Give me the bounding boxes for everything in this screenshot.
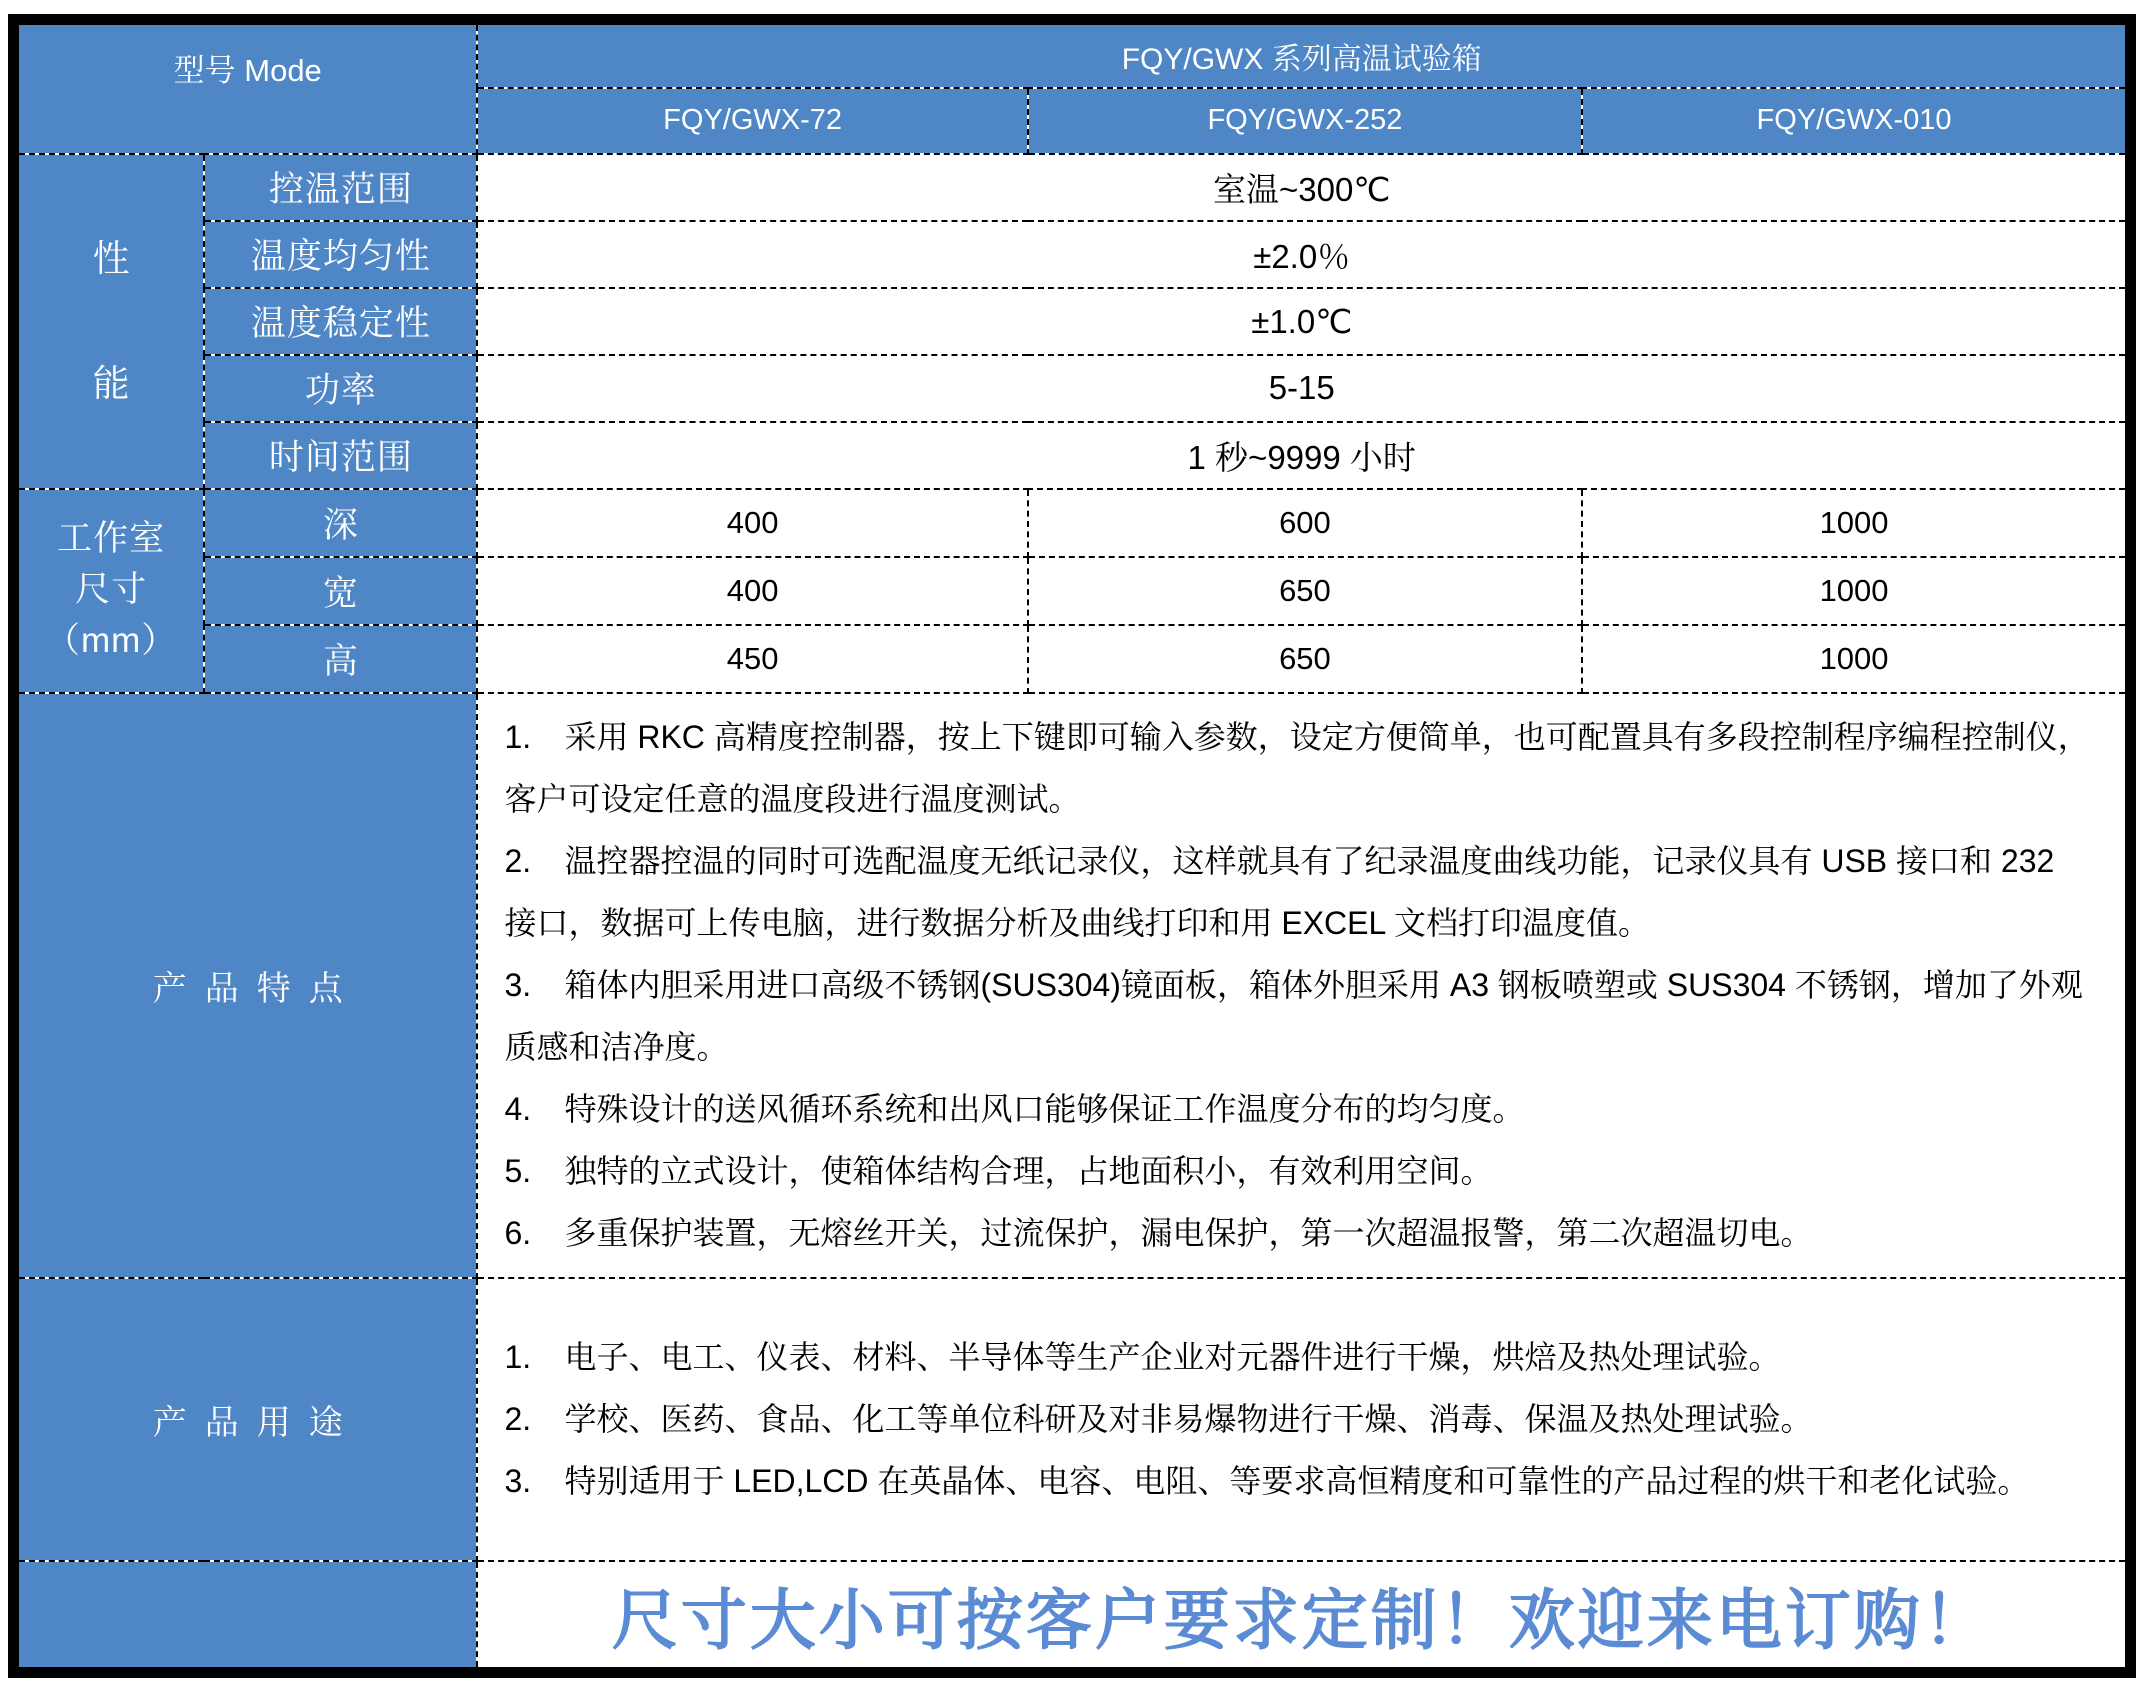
dim-width-010: 1000 [1582,557,2130,625]
application-number: 1. [504,1339,532,1375]
feature-item [504,1078,2091,1140]
dim-width-252: 650 [1028,557,1582,625]
dim-height-252: 650 [1028,625,1582,693]
application-text: 学校、医药、食品、化工等单位科研及对非易爆物进行干燥、消毒、保温及热处理试验。 [564,1401,1813,1437]
feature-item [504,1202,2091,1264]
performance-group-label: 性能 [92,238,130,404]
feature-number: 3. [504,967,532,1003]
dim-label-height: 高 [204,625,477,693]
feature-text: 特殊设计的送风循环系统和出风口能够保证工作温度分布的均匀度。 [564,1091,1525,1127]
application-item [504,1388,2091,1450]
feature-text: 多重保护装置，无熔丝开关，过流保护，漏电保护，第一次超温报警，第二次超温切电。 [564,1215,1813,1251]
model-column-header-72: FQY/GWX-72 [477,88,1027,154]
spec-table [8,14,2136,1678]
feature-number: 4. [504,1091,532,1127]
feature-number: 1. [504,719,532,755]
model-label-cell: 型号 Mode [14,20,478,154]
perf-label-uniformity: 温度均匀性 [204,221,477,288]
dim-depth-252: 600 [1028,489,1582,557]
model-column-header-252: FQY/GWX-252 [1028,88,1582,154]
perf-label-time-range: 时间范围 [204,422,477,489]
features-label-cell: 产品特点 [14,693,478,1278]
features-content-cell [477,693,2130,1278]
feature-item [504,706,2091,830]
series-title-cell: FQY/GWX 系列高温试验箱 [477,20,2130,88]
dim-depth-72: 400 [477,489,1027,557]
feature-item [504,830,2091,954]
application-number: 2. [504,1401,532,1437]
dim-depth-010: 1000 [1582,489,2130,557]
feature-item [504,1140,2091,1202]
dim-label-width: 宽 [204,557,477,625]
dim-height-010: 1000 [1582,625,2130,693]
application-item [504,1326,2091,1388]
feature-number: 6. [504,1215,532,1251]
perf-value-stability: ±1.0℃ [477,288,2130,355]
application-text: 电子、电工、仪表、材料、半导体等生产企业对元器件进行干燥，烘焙及热处理试验。 [564,1339,1781,1375]
perf-value-power: 5-15 [477,355,2130,422]
feature-text: 独特的立式设计，使箱体结构合理，占地面积小，有效利用空间。 [564,1153,1493,1189]
feature-number: 5. [504,1153,532,1189]
application-text: 特别适用于 LED,LCD 在英晶体、电容、电阻、等要求高恒精度和可靠性的产品过程的烘干和老化试验。 [564,1463,2030,1499]
perf-label-stability: 温度稳定性 [204,288,477,355]
banner-spacer-cell [14,1561,478,1673]
feature-text: 箱体内胆采用进口高级不锈钢(SUS304)镜面板，箱体外胆采用 A3 钢板喷塑或 SUS304 不锈钢，增加了外观质感和洁净度。 [504,967,2083,1065]
banner-text: 尺寸大小可按客户要求定制！欢迎来电订购！ [611,1584,1992,1658]
feature-item [504,954,2091,1078]
feature-number: 2. [504,843,532,879]
dim-label-depth: 深 [204,489,477,557]
perf-value-uniformity: ±2.0％ [477,221,2130,288]
dim-width-72: 400 [477,557,1027,625]
applications-content-cell [477,1278,2130,1561]
application-item [504,1450,2091,1512]
dimensions-group-label: 工作室尺寸（mm） [44,519,178,660]
dimensions-group-cell [14,489,205,693]
feature-text: 采用 RKC 高精度控制器，按上下键即可输入参数，设定方便简单，也可配置具有多段控制程序编程控制仪，客户可设定任意的温度段进行温度测试。 [504,719,2090,817]
perf-value-temp-range: 室温~300℃ [477,154,2130,221]
feature-text: 温控器控温的同时可选配温度无纸记录仪，这样就具有了纪录温度曲线功能，记录仪具有 USB 接口和 232 接口，数据可上传电脑，进行数据分析及曲线打印和用 EXCEL 文档打印温度值。 [504,843,2055,941]
application-number: 3. [504,1463,532,1499]
performance-group-cell [14,154,205,489]
perf-value-time-range: 1 秒~9999 小时 [477,422,2130,489]
perf-label-temp-range: 控温范围 [204,154,477,221]
applications-label-cell: 产品用途 [14,1278,478,1561]
banner-cell [477,1561,2130,1673]
dim-height-72: 450 [477,625,1027,693]
perf-label-power: 功率 [204,355,477,422]
model-column-header-010: FQY/GWX-010 [1582,88,2130,154]
